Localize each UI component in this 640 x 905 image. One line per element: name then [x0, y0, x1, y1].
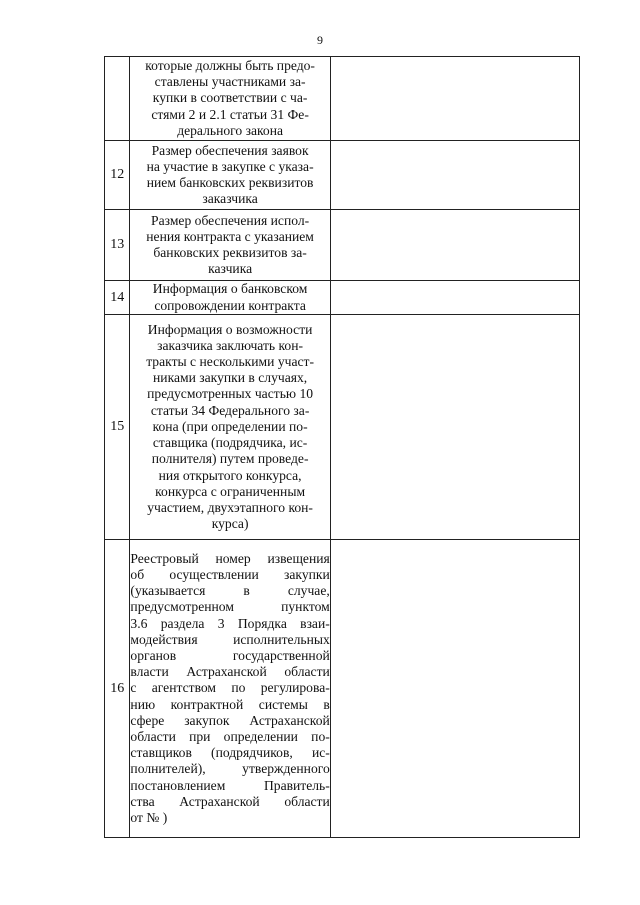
- text-line: заказчика: [202, 191, 258, 207]
- table-row: [105, 281, 580, 315]
- text-line: власти Астраханской области: [130, 664, 330, 680]
- row-value-cell: [330, 141, 579, 210]
- row-description-cell: [130, 281, 330, 315]
- text-line: Информация о возможности: [147, 321, 313, 337]
- row-value-cell: [330, 281, 579, 315]
- procurement-table: [104, 56, 580, 838]
- text-line: тракты с несколькими участ-: [146, 354, 314, 370]
- text-line: нения контракта с указанием: [146, 228, 314, 244]
- text-line: сопровождении контракта: [154, 297, 306, 313]
- text-line: ния открытого конкурса,: [158, 467, 302, 483]
- table-row: [105, 210, 580, 281]
- text-line: ставлены участниками за-: [154, 74, 306, 90]
- row-number-cell: [105, 57, 130, 141]
- text-line: курса): [211, 516, 249, 532]
- text-line: 3.6 раздела 3 Порядка взаи-: [130, 615, 330, 631]
- text-line: модействия исполнительных: [130, 631, 330, 647]
- row-description-cell: [130, 210, 330, 281]
- text-line: стями 2 и 2.1 статьи 31 Фе-: [151, 106, 309, 122]
- text-line: участием, двухэтапного кон-: [147, 499, 313, 515]
- row-description-cell: [130, 315, 330, 540]
- row-description-cell: [130, 141, 330, 210]
- text-line: области при определении по-: [130, 729, 330, 744]
- text-line: ства Астраханской области: [130, 793, 330, 809]
- text-line: ставщиков (подрядчиков, ис-: [130, 745, 330, 761]
- text-line: (указывается в случае,: [130, 583, 330, 599]
- row-number-cell: 15: [105, 315, 130, 540]
- text-line: постановлением Правитель-: [130, 777, 330, 793]
- row-number-cell: 12: [105, 141, 130, 210]
- text-line: полнителей), утвержденного: [130, 761, 330, 777]
- table-row: [105, 141, 580, 210]
- text-line: купки в соответствии с ча-: [152, 90, 308, 106]
- text-line: Информация о банковском: [152, 281, 308, 297]
- text-line: сфере закупок Астраханской: [130, 712, 330, 728]
- text-line: никами закупки в случаях,: [153, 370, 308, 386]
- text-line: дерального закона: [177, 122, 283, 138]
- row-value-cell: [330, 315, 579, 540]
- text-line: которые должны быть предо-: [145, 57, 315, 73]
- row-value-cell: [330, 540, 579, 838]
- text-line: органов государственной: [130, 647, 330, 663]
- text-line: Реестровый номер извещения: [130, 550, 330, 566]
- row-value-cell: [330, 210, 579, 281]
- text-line: заказчика заключать кон-: [157, 337, 304, 353]
- text-line: предусмотренных частью 10: [147, 386, 314, 402]
- row-description-cell: [130, 57, 330, 141]
- text-line: об осуществлении закупки: [130, 566, 330, 582]
- text-line: предусмотренном пунктом: [130, 599, 330, 615]
- text-line: полнителя) путем проведе-: [151, 451, 309, 467]
- text-line: Размер обеспечения заявок: [151, 142, 309, 158]
- text-line: конкурса с ограниченным: [155, 483, 306, 499]
- text-line: с агентством по регулирова-: [130, 680, 330, 696]
- row-value-cell: [330, 57, 579, 141]
- row-number-cell: 14: [105, 281, 130, 315]
- text-line: кона (при определении по-: [152, 418, 308, 434]
- row-description-cell: [130, 540, 330, 838]
- text-line: Размер обеспечения испол-: [151, 212, 310, 228]
- text-line: банковских реквизитов за-: [153, 245, 307, 260]
- text-line: казчика: [208, 261, 253, 277]
- page-number: 9: [317, 33, 323, 47]
- text-line: на участие в закупке с указа-: [146, 158, 314, 174]
- table-row: [105, 57, 580, 141]
- table-row: [105, 315, 580, 540]
- table-row: [105, 540, 580, 838]
- text-line: нием банковских реквизитов: [146, 175, 314, 190]
- text-line: нию контрактной системы в: [130, 696, 330, 712]
- text-line: ставщика (подрядчика, ис-: [152, 435, 308, 451]
- row-number-cell: 13: [105, 210, 130, 281]
- text-line: от № ): [130, 810, 168, 826]
- row-number-cell: 16: [105, 540, 130, 838]
- text-line: статьи 34 Федерального за-: [150, 402, 310, 418]
